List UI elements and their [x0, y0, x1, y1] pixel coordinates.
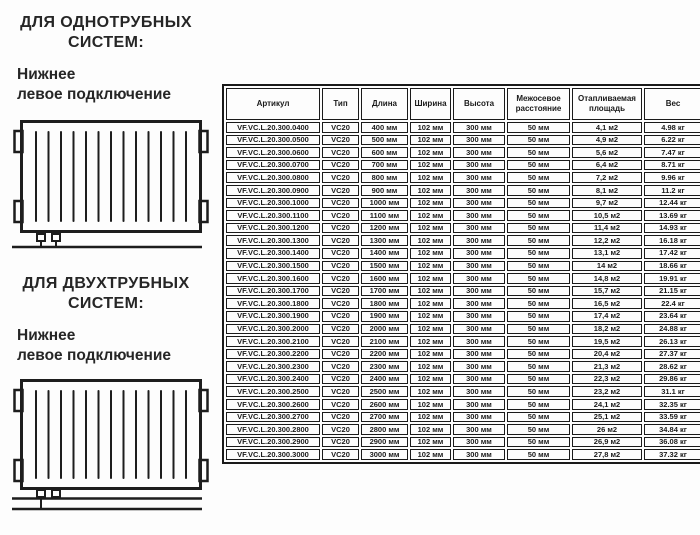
cell-type: VC20 [322, 412, 359, 423]
cell-type: VC20 [322, 261, 359, 272]
cell-axis-distance: 50 мм [507, 223, 570, 234]
cell-article: VF.VC.L.20.300.2300 [226, 361, 320, 372]
single-pipe-connection-label [17, 65, 212, 104]
cell-article: VF.VC.L.20.300.0800 [226, 172, 320, 183]
cell-length: 900 мм [361, 185, 408, 196]
column-header-axis-distance: Межосевое расстояние [507, 88, 570, 120]
cell-length: 500 мм [361, 135, 408, 146]
cell-width: 102 мм [410, 147, 451, 158]
table-row [226, 185, 700, 196]
table-row [226, 210, 700, 221]
cell-length: 1000 мм [361, 198, 408, 209]
table-row [226, 412, 700, 423]
cell-article: VF.VC.L.20.300.1500 [226, 261, 320, 272]
cell-length: 1200 мм [361, 223, 408, 234]
cell-height: 300 мм [453, 172, 505, 183]
cell-width: 102 мм [410, 248, 451, 259]
table-row [226, 122, 700, 133]
cell-weight: 19.91 кг [644, 273, 700, 284]
single-pipe-systems-heading [0, 13, 212, 53]
cell-height: 300 мм [453, 399, 505, 410]
table-row [226, 399, 700, 410]
table-row [226, 235, 700, 246]
cell-type: VC20 [322, 449, 359, 460]
cell-article: VF.VC.L.20.300.0400 [226, 122, 320, 133]
cell-weight: 26.13 кг [644, 336, 700, 347]
cell-weight: 37.32 кг [644, 449, 700, 460]
cell-weight: 33.59 кг [644, 412, 700, 423]
cell-heated-area: 20,4 м2 [572, 349, 642, 360]
spec-table [222, 84, 700, 464]
cell-width: 102 мм [410, 172, 451, 183]
cell-width: 102 мм [410, 185, 451, 196]
cell-weight: 32.35 кг [644, 399, 700, 410]
cell-heated-area: 22,3 м2 [572, 374, 642, 385]
cell-length: 2100 мм [361, 336, 408, 347]
cell-width: 102 мм [410, 437, 451, 448]
cell-length: 3000 мм [361, 449, 408, 460]
radiator-fins [36, 391, 186, 478]
cell-width: 102 мм [410, 412, 451, 423]
cell-width: 102 мм [410, 361, 451, 372]
cell-weight: 34.84 кг [644, 424, 700, 435]
heading-line: ДЛЯ ДВУХТРУБНЫХ [22, 275, 190, 292]
cell-length: 1900 мм [361, 311, 408, 322]
cell-type: VC20 [322, 298, 359, 309]
two-pipe-radiator-diagram [10, 376, 212, 518]
cell-length: 2300 мм [361, 361, 408, 372]
cell-article: VF.VC.L.20.300.0900 [226, 185, 320, 196]
table-row [226, 311, 700, 322]
cell-height: 300 мм [453, 424, 505, 435]
cell-width: 102 мм [410, 399, 451, 410]
cell-weight: 7.47 кг [644, 147, 700, 158]
cell-axis-distance: 50 мм [507, 248, 570, 259]
cell-article: VF.VC.L.20.300.2400 [226, 374, 320, 385]
cell-height: 300 мм [453, 135, 505, 146]
cell-article: VF.VC.L.20.300.3000 [226, 449, 320, 460]
cell-width: 102 мм [410, 135, 451, 146]
cell-height: 300 мм [453, 147, 505, 158]
cell-height: 300 мм [453, 210, 505, 221]
cell-length: 2900 мм [361, 437, 408, 448]
cell-axis-distance: 50 мм [507, 412, 570, 423]
cell-height: 300 мм [453, 437, 505, 448]
cell-length: 800 мм [361, 172, 408, 183]
cell-length: 2500 мм [361, 386, 408, 397]
cell-weight: 13.69 кг [644, 210, 700, 221]
left-info-panel [0, 0, 218, 535]
table-row [226, 324, 700, 335]
cell-type: VC20 [322, 147, 359, 158]
cell-length: 2400 мм [361, 374, 408, 385]
cell-weight: 6.22 кг [644, 135, 700, 146]
cell-heated-area: 14 м2 [572, 261, 642, 272]
cell-article: VF.VC.L.20.300.1000 [226, 198, 320, 209]
cell-type: VC20 [322, 437, 359, 448]
cell-heated-area: 14,8 м2 [572, 273, 642, 284]
cell-weight: 22.4 кг [644, 298, 700, 309]
cell-height: 300 мм [453, 361, 505, 372]
table-row [226, 286, 700, 297]
cell-weight: 24.88 кг [644, 324, 700, 335]
cell-article: VF.VC.L.20.300.1400 [226, 248, 320, 259]
table-row [226, 248, 700, 259]
cell-width: 102 мм [410, 122, 451, 133]
cell-axis-distance: 50 мм [507, 324, 570, 335]
cell-length: 2200 мм [361, 349, 408, 360]
connection-label-line: левое подключение [17, 85, 172, 103]
single-pipe-radiator-diagram [10, 114, 212, 256]
cell-height: 300 мм [453, 198, 505, 209]
cell-length: 600 мм [361, 147, 408, 158]
cell-length: 400 мм [361, 122, 408, 133]
cell-width: 102 мм [410, 160, 451, 171]
two-pipe-connection-label [17, 326, 212, 365]
cell-height: 300 мм [453, 449, 505, 460]
cell-type: VC20 [322, 324, 359, 335]
cell-heated-area: 7,2 м2 [572, 172, 642, 183]
cell-heated-area: 26 м2 [572, 424, 642, 435]
cell-axis-distance: 50 мм [507, 122, 570, 133]
table-row [226, 135, 700, 146]
cell-type: VC20 [322, 172, 359, 183]
cell-type: VC20 [322, 185, 359, 196]
cell-height: 300 мм [453, 261, 505, 272]
cell-axis-distance: 50 мм [507, 386, 570, 397]
cell-axis-distance: 50 мм [507, 361, 570, 372]
cell-type: VC20 [322, 424, 359, 435]
column-header-heated-area: Отапливаемая площадь [572, 88, 642, 120]
cell-weight: 23.64 кг [644, 311, 700, 322]
cell-type: VC20 [322, 399, 359, 410]
cell-axis-distance: 50 мм [507, 235, 570, 246]
cell-axis-distance: 50 мм [507, 198, 570, 209]
cell-type: VC20 [322, 160, 359, 171]
cell-weight: 11.2 кг [644, 185, 700, 196]
spec-table-body [226, 122, 700, 460]
cell-article: VF.VC.L.20.300.0600 [226, 147, 320, 158]
cell-heated-area: 4,9 м2 [572, 135, 642, 146]
table-row [226, 361, 700, 372]
cell-article: VF.VC.L.20.300.2600 [226, 399, 320, 410]
cell-height: 300 мм [453, 349, 505, 360]
cell-length: 1700 мм [361, 286, 408, 297]
cell-width: 102 мм [410, 261, 451, 272]
table-row [226, 424, 700, 435]
heading-line: СИСТЕМ: [67, 295, 145, 312]
cell-weight: 16.18 кг [644, 235, 700, 246]
column-header-width: Ширина [410, 88, 451, 120]
cell-type: VC20 [322, 311, 359, 322]
cell-length: 2600 мм [361, 399, 408, 410]
cell-type: VC20 [322, 235, 359, 246]
cell-axis-distance: 50 мм [507, 374, 570, 385]
connection-label-line: Нижнее [17, 66, 76, 83]
cell-heated-area: 19,5 м2 [572, 336, 642, 347]
table-row [226, 273, 700, 284]
table-row [226, 298, 700, 309]
radiator-fins [36, 132, 186, 221]
cell-article: VF.VC.L.20.300.1700 [226, 286, 320, 297]
column-header-length: Длина [361, 88, 408, 120]
cell-height: 300 мм [453, 185, 505, 196]
cell-heated-area: 17,4 м2 [572, 311, 642, 322]
cell-heated-area: 13,1 м2 [572, 248, 642, 259]
cell-length: 1300 мм [361, 235, 408, 246]
cell-axis-distance: 50 мм [507, 424, 570, 435]
cell-article: VF.VC.L.20.300.1900 [226, 311, 320, 322]
table-row [226, 261, 700, 272]
connection-label-line: левое подключение [17, 346, 172, 364]
cell-type: VC20 [322, 210, 359, 221]
column-header-height: Высота [453, 88, 505, 120]
cell-width: 102 мм [410, 298, 451, 309]
cell-weight: 27.37 кг [644, 349, 700, 360]
cell-heated-area: 24,1 м2 [572, 399, 642, 410]
table-row [226, 336, 700, 347]
cell-weight: 36.08 кг [644, 437, 700, 448]
table-row [226, 198, 700, 209]
cell-axis-distance: 50 мм [507, 399, 570, 410]
cell-heated-area: 25,1 м2 [572, 412, 642, 423]
cell-weight: 8.71 кг [644, 160, 700, 171]
column-header-weight: Вес [644, 88, 700, 120]
cell-weight: 14.93 кг [644, 223, 700, 234]
cell-width: 102 мм [410, 286, 451, 297]
cell-axis-distance: 50 мм [507, 449, 570, 460]
cell-width: 102 мм [410, 449, 451, 460]
cell-article: VF.VC.L.20.300.1800 [226, 298, 320, 309]
cell-width: 102 мм [410, 386, 451, 397]
cell-width: 102 мм [410, 424, 451, 435]
cell-width: 102 мм [410, 198, 451, 209]
cell-weight: 21.15 кг [644, 286, 700, 297]
table-row [226, 374, 700, 385]
cell-heated-area: 8,1 м2 [572, 185, 642, 196]
table-row [226, 160, 700, 171]
table-row [226, 172, 700, 183]
cell-axis-distance: 50 мм [507, 273, 570, 284]
cell-axis-distance: 50 мм [507, 172, 570, 183]
cell-heated-area: 11,4 м2 [572, 223, 642, 234]
table-row [226, 386, 700, 397]
cell-type: VC20 [322, 248, 359, 259]
cell-heated-area: 5,6 м2 [572, 147, 642, 158]
table-row [226, 349, 700, 360]
cell-axis-distance: 50 мм [507, 261, 570, 272]
cell-heated-area: 26,9 м2 [572, 437, 642, 448]
cell-type: VC20 [322, 386, 359, 397]
cell-width: 102 мм [410, 324, 451, 335]
cell-weight: 31.1 кг [644, 386, 700, 397]
heading-line: ДЛЯ ОДНОТРУБНЫХ [20, 14, 192, 31]
cell-weight: 17.42 кг [644, 248, 700, 259]
cell-article: VF.VC.L.20.300.0500 [226, 135, 320, 146]
cell-height: 300 мм [453, 412, 505, 423]
cell-type: VC20 [322, 135, 359, 146]
cell-heated-area: 16,5 м2 [572, 298, 642, 309]
cell-width: 102 мм [410, 235, 451, 246]
cell-type: VC20 [322, 349, 359, 360]
cell-height: 300 мм [453, 374, 505, 385]
cell-axis-distance: 50 мм [507, 185, 570, 196]
cell-heated-area: 9,7 м2 [572, 198, 642, 209]
cell-heated-area: 21,3 м2 [572, 361, 642, 372]
cell-axis-distance: 50 мм [507, 311, 570, 322]
cell-width: 102 мм [410, 210, 451, 221]
cell-heated-area: 27,8 м2 [572, 449, 642, 460]
cell-length: 1600 мм [361, 273, 408, 284]
cell-weight: 9.96 кг [644, 172, 700, 183]
cell-article: VF.VC.L.20.300.2500 [226, 386, 320, 397]
cell-article: VF.VC.L.20.300.0700 [226, 160, 320, 171]
cell-length: 2000 мм [361, 324, 408, 335]
cell-article: VF.VC.L.20.300.1200 [226, 223, 320, 234]
cell-length: 1500 мм [361, 261, 408, 272]
cell-axis-distance: 50 мм [507, 135, 570, 146]
cell-type: VC20 [322, 122, 359, 133]
cell-width: 102 мм [410, 374, 451, 385]
cell-heated-area: 18,2 м2 [572, 324, 642, 335]
cell-weight: 4.98 кг [644, 122, 700, 133]
cell-article: VF.VC.L.20.300.2000 [226, 324, 320, 335]
cell-heated-area: 4,1 м2 [572, 122, 642, 133]
cell-height: 300 мм [453, 160, 505, 171]
table-row [226, 437, 700, 448]
cell-type: VC20 [322, 273, 359, 284]
cell-height: 300 мм [453, 286, 505, 297]
column-header-article: Артикул [226, 88, 320, 120]
cell-weight: 28.62 кг [644, 361, 700, 372]
cell-weight: 12.44 кг [644, 198, 700, 209]
cell-axis-distance: 50 мм [507, 298, 570, 309]
cell-axis-distance: 50 мм [507, 286, 570, 297]
cell-width: 102 мм [410, 223, 451, 234]
cell-width: 102 мм [410, 273, 451, 284]
heading-line: СИСТЕМ: [67, 34, 145, 51]
column-header-type: Тип [322, 88, 359, 120]
cell-height: 300 мм [453, 298, 505, 309]
table-row [226, 449, 700, 460]
cell-heated-area: 15,7 м2 [572, 286, 642, 297]
cell-axis-distance: 50 мм [507, 160, 570, 171]
bottom-left-valves [37, 231, 60, 247]
cell-width: 102 мм [410, 349, 451, 360]
cell-length: 1100 мм [361, 210, 408, 221]
cell-height: 300 мм [453, 235, 505, 246]
cell-type: VC20 [322, 286, 359, 297]
table-row [226, 147, 700, 158]
cell-axis-distance: 50 мм [507, 210, 570, 221]
cell-axis-distance: 50 мм [507, 437, 570, 448]
cell-article: VF.VC.L.20.300.2800 [226, 424, 320, 435]
cell-heated-area: 12,2 м2 [572, 235, 642, 246]
cell-article: VF.VC.L.20.300.1300 [226, 235, 320, 246]
cell-axis-distance: 50 мм [507, 336, 570, 347]
cell-width: 102 мм [410, 311, 451, 322]
cell-length: 700 мм [361, 160, 408, 171]
cell-type: VC20 [322, 198, 359, 209]
cell-height: 300 мм [453, 248, 505, 259]
cell-weight: 29.86 кг [644, 374, 700, 385]
cell-type: VC20 [322, 223, 359, 234]
cell-type: VC20 [322, 374, 359, 385]
cell-axis-distance: 50 мм [507, 349, 570, 360]
cell-heated-area: 23,2 м2 [572, 386, 642, 397]
cell-type: VC20 [322, 361, 359, 372]
connection-label-line: Нижнее [17, 327, 76, 344]
cell-length: 1800 мм [361, 298, 408, 309]
two-pipe-systems-heading [0, 274, 212, 314]
cell-height: 300 мм [453, 311, 505, 322]
cell-article: VF.VC.L.20.300.2100 [226, 336, 320, 347]
cell-heated-area: 10,5 м2 [572, 210, 642, 221]
cell-article: VF.VC.L.20.300.1100 [226, 210, 320, 221]
cell-article: VF.VC.L.20.300.2200 [226, 349, 320, 360]
spec-table-header [226, 88, 700, 120]
cell-axis-distance: 50 мм [507, 147, 570, 158]
cell-height: 300 мм [453, 386, 505, 397]
cell-article: VF.VC.L.20.300.2700 [226, 412, 320, 423]
cell-length: 1400 мм [361, 248, 408, 259]
cell-height: 300 мм [453, 324, 505, 335]
cell-height: 300 мм [453, 223, 505, 234]
cell-article: VF.VC.L.20.300.2900 [226, 437, 320, 448]
cell-length: 2700 мм [361, 412, 408, 423]
cell-width: 102 мм [410, 336, 451, 347]
cell-article: VF.VC.L.20.300.1600 [226, 273, 320, 284]
header-row [226, 88, 700, 120]
cell-heated-area: 6,4 м2 [572, 160, 642, 171]
table-row [226, 223, 700, 234]
cell-length: 2800 мм [361, 424, 408, 435]
cell-height: 300 мм [453, 336, 505, 347]
cell-type: VC20 [322, 336, 359, 347]
cell-weight: 18.66 кг [644, 261, 700, 272]
cell-height: 300 мм [453, 122, 505, 133]
cell-height: 300 мм [453, 273, 505, 284]
